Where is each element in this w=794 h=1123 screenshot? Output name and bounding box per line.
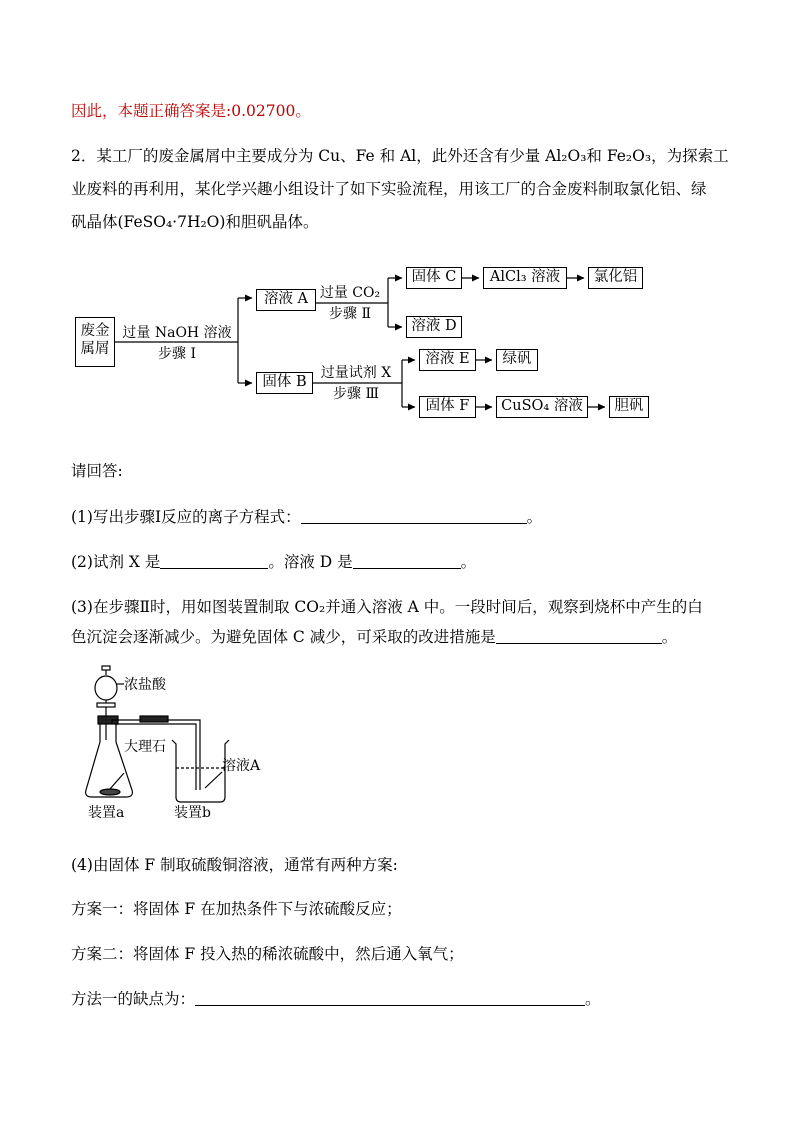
question-2-line-3: 矾晶体(FeSO₄·7H₂O)和胆矾晶体。 bbox=[71, 213, 319, 231]
question-2-line-2: 业废料的再利用，某化学兴趣小组设计了如下实验流程，用该工厂的合金废料制取氯化铝、绿 bbox=[71, 180, 707, 198]
solution-e-box: 溶液 E bbox=[419, 349, 476, 371]
step-3-reagent: 过量试剂 X bbox=[320, 365, 392, 381]
question-2-sub-suffix: 。 bbox=[460, 553, 477, 571]
solution-a-box: 溶液 A bbox=[256, 289, 316, 311]
blue-vitriol-box: 胆矾 bbox=[609, 396, 649, 418]
question-1-text: (1)写出步骤Ⅰ反应的离子方程式： bbox=[71, 508, 301, 526]
green-vitriol-box: 绿矾 bbox=[496, 349, 538, 371]
plan-two: 方案二：将固体 F 投入热的稀浓硫酸中，然后通入氧气； bbox=[71, 945, 464, 963]
step-1-name: 步骤 Ⅰ bbox=[158, 346, 196, 362]
cuso4-solution-box: CuSO₄ 溶液 bbox=[496, 396, 588, 418]
solid-c-box: 固体 C bbox=[406, 267, 462, 289]
alcl3-solution-box: AlCl₃ 溶液 bbox=[483, 267, 567, 289]
step-2-reagent: 过量 CO₂ bbox=[319, 285, 381, 301]
step-2-name: 步骤 Ⅱ bbox=[329, 306, 371, 322]
question-2-line-1: 2．某工厂的废金属屑中主要成分为 Cu、Fe 和 Al，此外还含有少量 Al₂O₃和 Fe₂O₃，为探索工 bbox=[71, 147, 729, 165]
defect-question bbox=[71, 989, 601, 1009]
device-b-label: 装置b bbox=[174, 805, 211, 821]
solid-b-box: 固体 B bbox=[256, 372, 313, 394]
question-4-intro: (4)由固体 F 制取硫酸铜溶液，通常有两种方案: bbox=[71, 856, 398, 874]
step-3-name: 步骤 Ⅲ bbox=[333, 386, 379, 402]
defect-suffix: 。 bbox=[585, 990, 601, 1008]
marble-label: 大理石 bbox=[124, 739, 166, 755]
waste-metal-label-2: 属屑 bbox=[80, 341, 110, 357]
conc-hcl-label: 浓盐酸 bbox=[124, 677, 166, 693]
device-a-label: 装置a bbox=[88, 805, 125, 821]
waste-metal-label-1: 废金 bbox=[80, 323, 110, 339]
question-3-suffix: 。 bbox=[661, 628, 678, 646]
question-2-sub-mid: 。溶液 D 是 bbox=[268, 553, 353, 571]
questions-intro: 请回答: bbox=[71, 462, 123, 480]
solution-d-box: 溶液 D bbox=[406, 316, 462, 338]
defect-answer-blank[interactable] bbox=[195, 989, 585, 1006]
question-3-text: 色沉淀会逐渐减少。为避免固体 C 减少，可采取的改进措施是 bbox=[71, 628, 496, 646]
question-2-sub-text: (2)试剂 X 是 bbox=[71, 553, 161, 571]
solid-f-box: 固体 F bbox=[419, 396, 476, 418]
plan-one: 方案一：将固体 F 在加热条件下与浓硫酸反应； bbox=[71, 900, 402, 918]
step-1-reagent: 过量 NaOH 溶液 bbox=[122, 325, 232, 341]
answer-line: 因此，本题正确答案是:0.02700。 bbox=[71, 102, 311, 120]
beaker-solution-label: 溶液A bbox=[222, 758, 261, 774]
question-1-suffix: 。 bbox=[526, 508, 543, 526]
defect-text: 方法一的缺点为： bbox=[71, 990, 196, 1008]
aluminum-chloride-box: 氯化铝 bbox=[588, 267, 643, 289]
question-3-line-1: (3)在步骤Ⅱ时，用如图装置制取 CO₂并通入溶液 A 中。一段时间后，观察到烧杯中产生的白 bbox=[71, 598, 703, 616]
